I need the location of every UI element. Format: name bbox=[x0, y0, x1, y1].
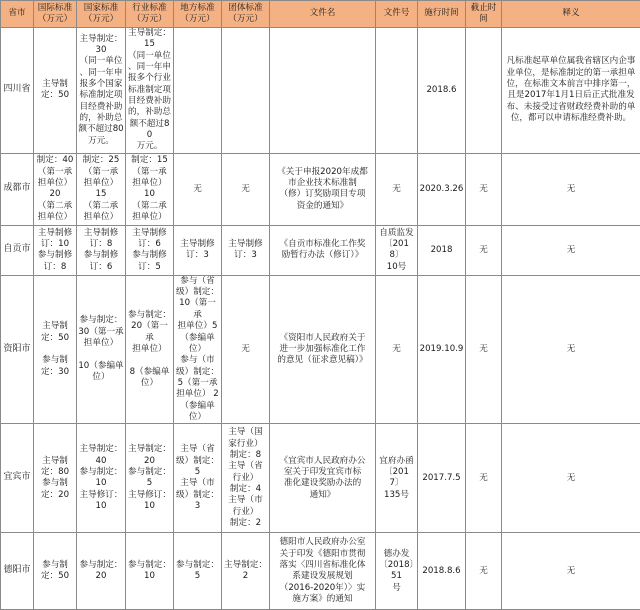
national-cell: 参与制定： 20 bbox=[77, 533, 126, 610]
notes-cell: 无 bbox=[502, 424, 640, 533]
industry-cell: 主导制定： 15 （同一单位 、同一年申 报多个行业 标准制定项 目经费补助 的，补助总 额不超过80 万元。 bbox=[126, 28, 174, 154]
header-row bbox=[1, 1, 640, 28]
header-local: 地方标准 （万元） bbox=[174, 1, 222, 28]
international-cell: 主导制 定：50 bbox=[34, 28, 77, 154]
local-cell bbox=[174, 28, 222, 154]
header-industry: 行业标准 （万元） bbox=[126, 1, 174, 28]
notes-cell: 无 bbox=[502, 225, 640, 275]
notes-cell: 无 bbox=[502, 153, 640, 225]
international-cell: 参与制定：50 bbox=[34, 533, 77, 610]
region-cell: 四川省 bbox=[1, 28, 34, 154]
group-cell: 主导制定：2 bbox=[222, 533, 270, 610]
table-row bbox=[1, 153, 640, 225]
table-row bbox=[1, 424, 640, 533]
region-cell: 成都市 bbox=[1, 153, 34, 225]
effective-date-cell: 2018.6 bbox=[418, 28, 466, 154]
end-date-cell: 无 bbox=[466, 424, 502, 533]
local-cell: 参与（省 级）制定： 10（第一承 担单位）5 （参编单 位） 参与（市 级）制定： 5（第一承 担单位） 2 （参编单 位） bbox=[174, 275, 222, 423]
end-date-cell: 无 bbox=[466, 533, 502, 610]
effective-date-cell: 2018 bbox=[418, 225, 466, 275]
doc-number-cell: 自质监发 〔2018〕 10号 bbox=[376, 225, 418, 275]
region-cell: 自贡市 bbox=[1, 225, 34, 275]
international-cell: 主导制修 订：10 参与制修 订：8 bbox=[34, 225, 77, 275]
table-row bbox=[1, 28, 640, 154]
effective-date-cell: 2019.10.9 bbox=[418, 275, 466, 423]
table-row bbox=[1, 275, 640, 423]
local-cell: 无 bbox=[174, 153, 222, 225]
international-cell: 主导制 定：80 参与制 定：20 bbox=[34, 424, 77, 533]
national-cell: 主导制定： 40 参与制定： 10 主导修订： 10 bbox=[77, 424, 126, 533]
group-cell bbox=[222, 28, 270, 154]
group-cell: 主导制修订：3 bbox=[222, 225, 270, 275]
document-cell bbox=[270, 28, 376, 154]
region-cell: 宜宾市 bbox=[1, 424, 34, 533]
industry-cell: 参与制定： 20（第一承 担单位） 8（参编单 位） bbox=[126, 275, 174, 423]
header-international: 国际标准 （万元） bbox=[34, 1, 77, 28]
industry-cell: 参与制定： 10 bbox=[126, 533, 174, 610]
local-cell: 主导（省 级）制定： 5 主导（市 级）制定： 3 bbox=[174, 424, 222, 533]
national-cell: 制定：25 （第一承 担单位） 15 （第二承 担单位） bbox=[77, 153, 126, 225]
effective-date-cell: 2017.7.5 bbox=[418, 424, 466, 533]
group-cell: 无 bbox=[222, 275, 270, 423]
end-date-cell: 无 bbox=[466, 153, 502, 225]
header-end-date: 截止时间 bbox=[466, 1, 502, 28]
local-cell: 主导制修订：3 bbox=[174, 225, 222, 275]
industry-cell: 主导制修 订：6 参与制修 订：5 bbox=[126, 225, 174, 275]
group-cell: 主导（国 家行业） 制定：8 主导（省 行业） 制定：4 主导（市 行业） 制定：2 bbox=[222, 424, 270, 533]
document-cell: 《自贡市标准化工作奖 励暂行办法（修订）》 bbox=[270, 225, 376, 275]
header-notes: 释义 bbox=[502, 1, 640, 28]
international-cell: 主导制 定：50 参与制 定：30 bbox=[34, 275, 77, 423]
industry-cell: 制定：15 （第一承 担单位） 10 （第二承 担单位） bbox=[126, 153, 174, 225]
national-cell: 主导制修 订：8 参与制修 订：6 bbox=[77, 225, 126, 275]
table-row bbox=[1, 533, 640, 610]
international-cell: 制定：40 （第一承 担单位） 20 （第二承 担单位） bbox=[34, 153, 77, 225]
region-cell: 德阳市 bbox=[1, 533, 34, 610]
doc-number-cell: 德办发〔2018〕51 号 bbox=[376, 533, 418, 610]
doc-number-cell: 宜府办函 〔2017〕 135号 bbox=[376, 424, 418, 533]
end-date-cell: 无 bbox=[466, 275, 502, 423]
header-doc-number: 文件号 bbox=[376, 1, 418, 28]
table-row bbox=[1, 225, 640, 275]
region-cell: 资阳市 bbox=[1, 275, 34, 423]
end-date-cell: 无 bbox=[466, 225, 502, 275]
doc-number-cell bbox=[376, 28, 418, 154]
end-date-cell bbox=[466, 28, 502, 154]
header-region: 省市 bbox=[1, 1, 34, 28]
doc-number-cell: 无 bbox=[376, 275, 418, 423]
effective-date-cell: 2018.8.6 bbox=[418, 533, 466, 610]
notes-cell: 无 bbox=[502, 533, 640, 610]
document-cell: 《关于申报2020年成都 市企业技术标准制 （修）订奖励项目专项 资金的通知》 bbox=[270, 153, 376, 225]
document-cell: 《宜宾市人民政府办公 室关于印发宜宾市标 准化建设奖励办法的 通知》 bbox=[270, 424, 376, 533]
document-cell: 《资阳市人民政府关于 进一步加强标准化工作 的意见（征求意见稿）》 bbox=[270, 275, 376, 423]
national-cell: 主导制定： 30 （同一单位 、同一年申 报多个国家 标准制定项 目经费补助 的，补助总 额不超过80 万元。 bbox=[77, 28, 126, 154]
document-cell: 德阳市人民政府办公室 关于印发《德阳市贯彻 落实〈四川省标准化体 系建设发展规划 （2016-2020年）〉实 施方案》的通知 bbox=[270, 533, 376, 610]
header-effective-date: 施行时间 bbox=[418, 1, 466, 28]
industry-cell: 主导制定： 20 参与制定： 5 主导修订： 10 bbox=[126, 424, 174, 533]
header-national: 国家标准 （万元） bbox=[77, 1, 126, 28]
national-cell: 参与制定： 30（第一承 担单位） 10（参编单 位） bbox=[77, 275, 126, 423]
doc-number-cell: 无 bbox=[376, 153, 418, 225]
group-cell: 无 bbox=[222, 153, 270, 225]
notes-cell: 凡标准起草单位属我省辖区内企事业单位，是标准制定的第一承担单位，在标准文本前言中排序第一，且是2017年1月1日后正式批准发布、未接受过省财政经费补助的单位，都可以申请标准经费补助。 bbox=[502, 28, 640, 154]
effective-date-cell: 2020.3.26 bbox=[418, 153, 466, 225]
local-cell: 参与制定： 5 bbox=[174, 533, 222, 610]
notes-cell: 无 bbox=[502, 275, 640, 423]
header-group: 团体标准 （万元） bbox=[222, 1, 270, 28]
header-document: 文件名 bbox=[270, 1, 376, 28]
